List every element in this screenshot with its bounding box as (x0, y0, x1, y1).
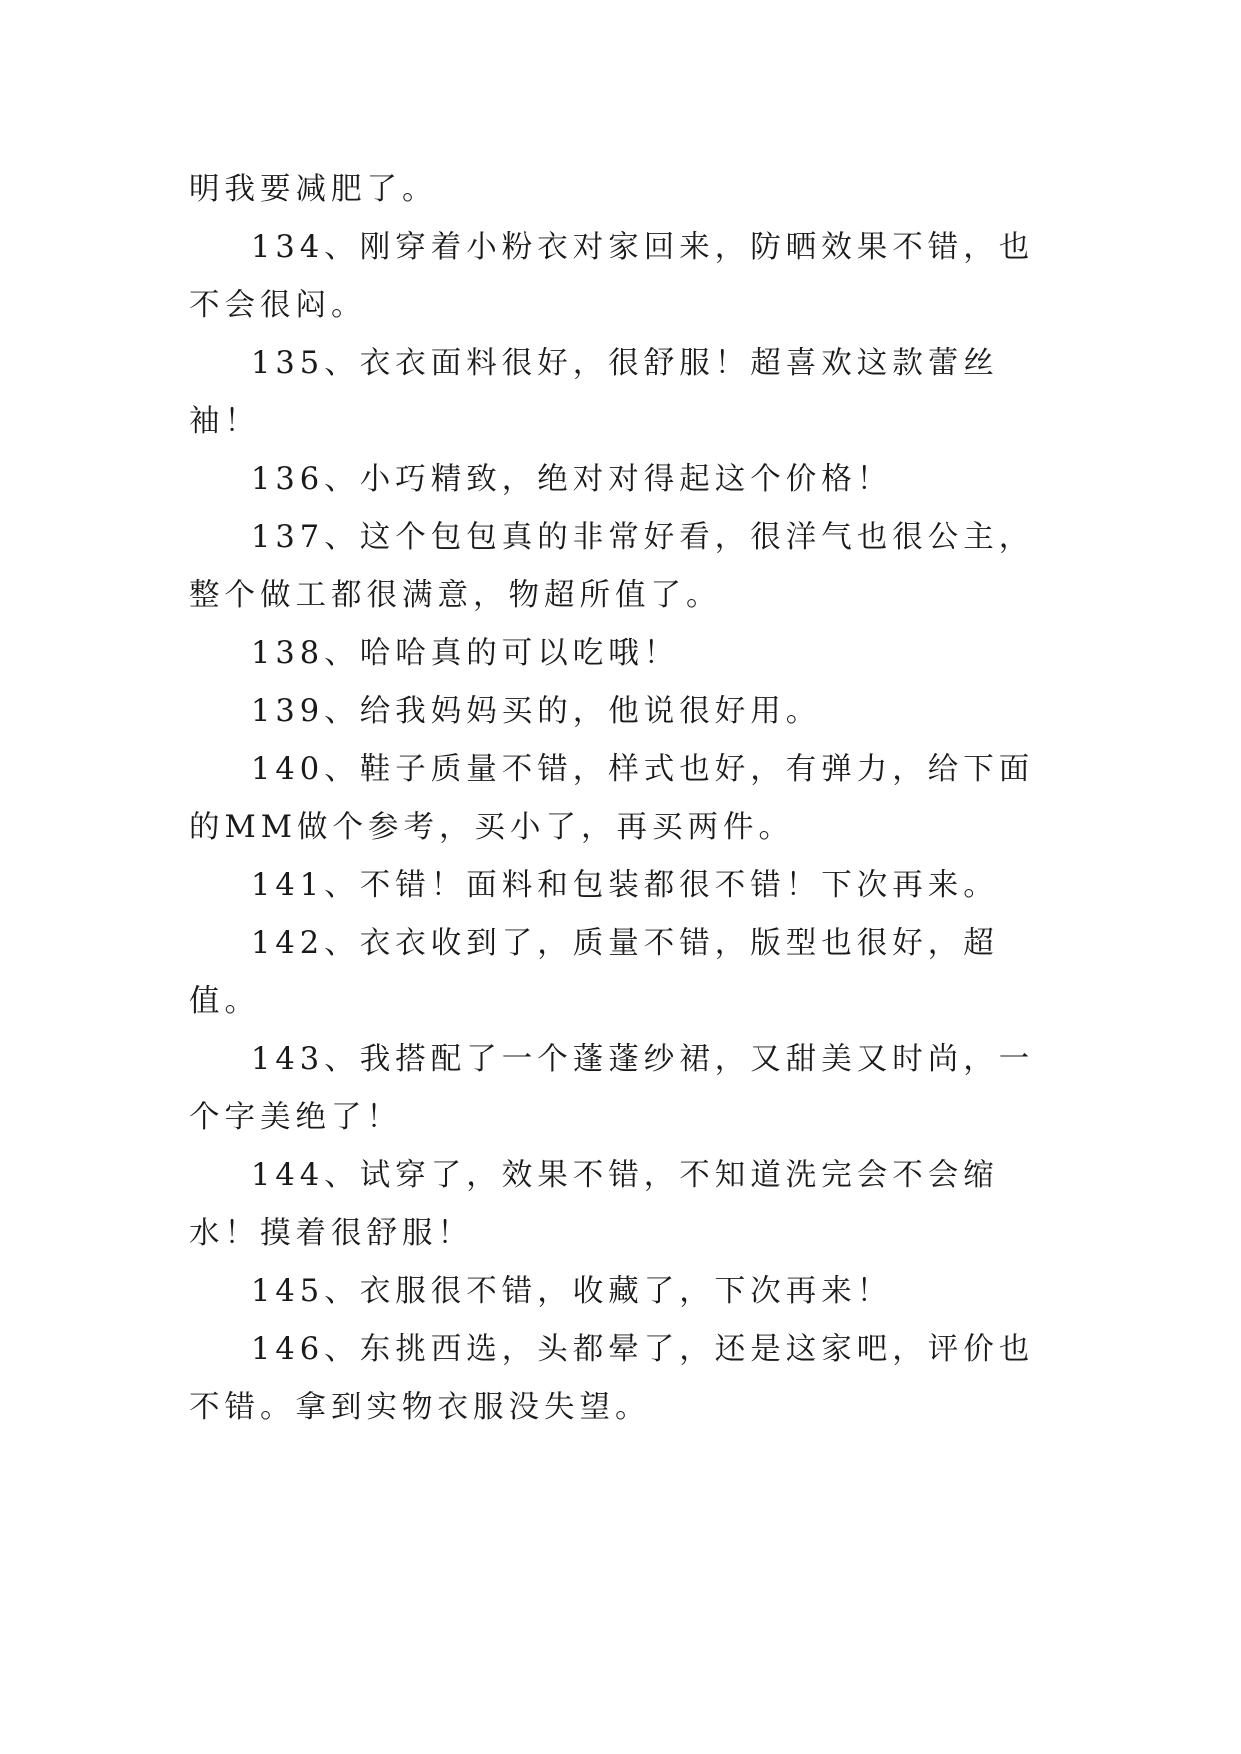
review-item-139: 139、给我妈妈买的，他说很好用。 (251, 694, 822, 729)
review-item-136: 136、小巧精致，绝对对得起这个价格！ (251, 462, 893, 497)
review-item-134: 134、刚穿着小粉衣对家回来，防晒效果不错，也不会很闷。 (189, 230, 1035, 323)
review-item-135: 135、衣衣面料很好，很舒服！超喜欢这款蕾丝袖！ (189, 346, 999, 439)
review-item-146: 146、东挑西选，头都晕了，还是这家吧，评价也不错。拿到实物衣服没失望。 (189, 1332, 1035, 1425)
paragraph-continuation: 明我要减肥了。 (189, 172, 438, 207)
review-item-137: 137、这个包包真的非常好看，很洋气也很公主，整个做工都很满意，物超所值了。 (189, 520, 1035, 613)
review-item-141: 141、不错！面料和包装都很不错！下次再来。 (251, 868, 999, 903)
review-item-145: 145、衣服很不错，收藏了，下次再来！ (251, 1274, 893, 1309)
review-item-138: 138、哈哈真的可以吃哦！ (251, 636, 680, 671)
review-item-142: 142、衣衣收到了，质量不错，版型也很好，超值。 (189, 926, 999, 1019)
review-item-144: 144、试穿了，效果不错，不知道洗完会不会缩水！摸着很舒服！ (189, 1158, 999, 1251)
review-item-143: 143、我搭配了一个蓬蓬纱裙，又甜美又时尚，一个字美绝了！ (189, 1042, 1035, 1135)
review-item-140: 140、鞋子质量不错，样式也好，有弹力，给下面的MM做个参考，买小了，再买两件。 (189, 752, 1035, 845)
document-body (189, 161, 1069, 1437)
